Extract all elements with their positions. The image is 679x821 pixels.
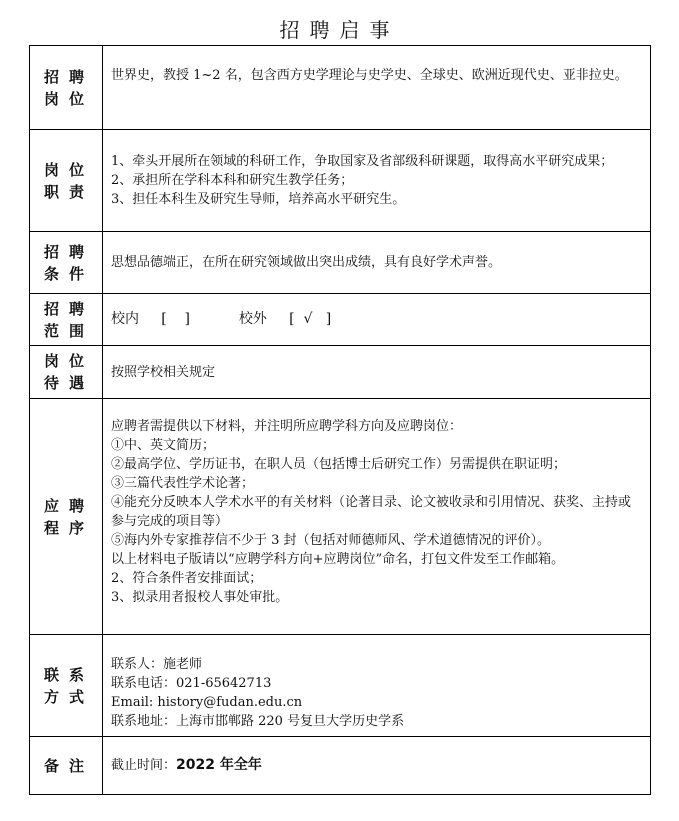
row-benefits bbox=[30, 346, 651, 399]
label-line: 条件 bbox=[43, 264, 94, 283]
label-line: 职责 bbox=[43, 182, 94, 201]
row-procedure bbox=[30, 399, 651, 635]
row-label bbox=[30, 399, 103, 635]
label-line: 备注 bbox=[43, 756, 94, 775]
procedure-item: 以上材料电子版请以“应聘学科方向+应聘岗位”命名，打包文件发至工作邮箱。 bbox=[111, 552, 565, 567]
procedure-item: ③三篇代表性学术论著； bbox=[111, 476, 255, 491]
procedure-item: 应聘者需提供以下材料，并注明所应聘学科方向及应聘岗位： bbox=[111, 419, 463, 434]
row-label bbox=[30, 232, 103, 294]
label-line: 待遇 bbox=[43, 374, 94, 392]
contact-email: Email: history@fudan.edu.cn bbox=[111, 695, 303, 710]
row-content bbox=[103, 399, 651, 635]
row-content bbox=[103, 294, 651, 346]
row-remarks bbox=[30, 737, 651, 795]
label-line: 招聘 bbox=[43, 242, 94, 261]
scope-external-label: 校外 bbox=[238, 311, 267, 327]
conditions-text: 思想品德端正，在所在研究领域做出突出成绩，具有良好学术声誉。 bbox=[111, 255, 502, 270]
scope-internal-label: 校内 bbox=[111, 311, 139, 327]
label-line: 岗位 bbox=[43, 89, 94, 108]
row-position bbox=[30, 46, 651, 130]
row-label bbox=[30, 635, 103, 737]
label-line: 程序 bbox=[43, 518, 94, 537]
row-label bbox=[30, 46, 103, 130]
contact-phone: 联系电话：021-65642713 bbox=[111, 676, 272, 691]
row-label bbox=[30, 294, 103, 346]
label-line: 方式 bbox=[43, 687, 94, 706]
deadline-value: 2022 年全年 bbox=[176, 757, 262, 773]
row-content bbox=[103, 346, 651, 399]
row-conditions bbox=[30, 232, 651, 294]
row-label bbox=[30, 130, 103, 232]
row-content bbox=[103, 635, 651, 737]
duty-item: 1、牵头开展所在领域的科研工作，争取国家及省部级科研课题，取得高水平研究成果； bbox=[111, 154, 614, 169]
procedure-item: ⑤海内外专家推荐信不少于 3 封（包括对师德师风、学术道德情况的评价）。 bbox=[111, 533, 551, 548]
scope-external-checkbox: [ √ ] bbox=[289, 311, 332, 327]
procedure-item: ①中、英文简历； bbox=[111, 438, 216, 453]
row-contact bbox=[30, 635, 651, 737]
row-label bbox=[30, 737, 103, 795]
benefits-text: 按照学校相关规定 bbox=[111, 364, 216, 380]
procedure-item: 2、符合条件者安排面试； bbox=[111, 571, 263, 586]
position-text: 世界史，教授 1~2 名，包含西方史学理论与史学史、全球史、欧洲近现代史、亚非拉史。 bbox=[111, 68, 628, 83]
label-line: 范围 bbox=[43, 321, 94, 340]
label-line: 招聘 bbox=[43, 67, 94, 86]
row-label bbox=[30, 346, 103, 399]
duty-item: 2、承担所在学科本科和研究生教学任务； bbox=[111, 173, 354, 188]
label-line: 岗位 bbox=[43, 160, 94, 179]
procedure-item: 3、拟录用者报校人事处审批。 bbox=[111, 590, 289, 605]
row-content bbox=[103, 737, 651, 795]
label-line: 联系 bbox=[43, 665, 94, 684]
label-line: 岗位 bbox=[43, 352, 94, 370]
procedure-item: ④能充分反映本人学术水平的有关材料（论著目录、论文被收录和引用情况、获奖、主持或参与完成的项目等） bbox=[111, 495, 632, 529]
row-content bbox=[103, 46, 651, 130]
contact-address: 联系地址：上海市邯郸路 220 号复旦大学历史学系 bbox=[111, 714, 405, 729]
row-duties bbox=[30, 130, 651, 232]
row-scope bbox=[30, 294, 651, 346]
recruitment-table bbox=[29, 45, 651, 795]
duty-item: 3、担任本科生及研究生导师，培养高水平研究生。 bbox=[111, 192, 406, 207]
procedure-item: ②最高学位、学历证书，在职人员（包括博士后研究工作）另需提供在职证明； bbox=[111, 457, 567, 472]
row-content bbox=[103, 130, 651, 232]
page-title: 招聘启事 bbox=[279, 18, 400, 42]
label-line: 招聘 bbox=[43, 299, 94, 318]
row-content bbox=[103, 232, 651, 294]
contact-person: 联系人：施老师 bbox=[111, 657, 203, 672]
deadline-label: 截止时间： bbox=[111, 758, 177, 773]
scope-internal-checkbox: [ ] bbox=[161, 311, 190, 327]
label-line: 应聘 bbox=[43, 496, 94, 515]
